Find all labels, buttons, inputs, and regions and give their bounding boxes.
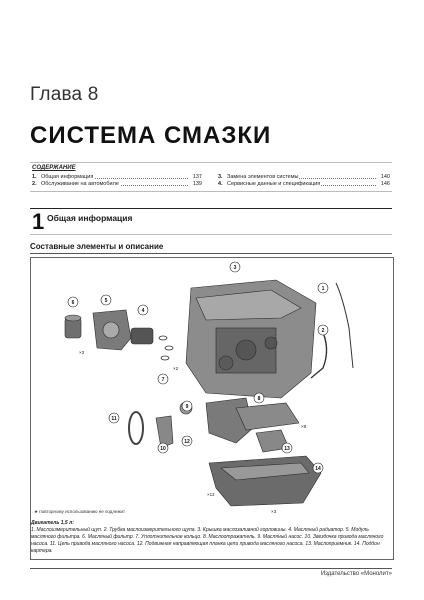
toc-item[interactable] [32, 181, 202, 188]
callout-1: 1 [321, 286, 325, 292]
oil-pan-drawing [209, 456, 321, 506]
toc-item-label: Замена элементов системы [227, 174, 299, 180]
callout-3: 3 [233, 265, 237, 271]
toc-item-label: Сервисные данные и спецификация [227, 181, 321, 187]
caption-text: 1. Маслоизмерительный щуп. 2. Трубка маслоизмерительного щупа. 3. Крышка маслозаливной горловины. 4. Масляный радиатор. 5. Модуль масляного фильтра. 6. Масляный фильтр. 7. Уплотнительное кольцо. 8. Маслоотражатель. 9. Масляный насос. 10. Звездочка привода масляного насоса. 11. Цепь привода масляного насоса. 12. Подвижная направляющая планка цепи привода масляного насоса. 13. Маслоприемник. 14. Поддон картера. [31, 527, 384, 554]
oil-filter-module-drawing [93, 310, 131, 350]
callout-7: 7 [161, 377, 165, 383]
fastener-count-label: ×3 [271, 509, 277, 514]
fastener-count-label: ×8 [301, 424, 307, 429]
toc-item-label: Обслуживание на автомобиле [41, 181, 119, 187]
table-of-contents [30, 162, 392, 192]
oil-cooler-drawing [131, 328, 153, 344]
toc-item-page: 140 [376, 174, 390, 181]
section-title: Общая информация [47, 213, 133, 223]
callout-6: 6 [71, 300, 75, 306]
toc-heading: СОДЕРЖАНИЕ [32, 165, 76, 171]
publisher-credit: Издательство «Монолит» [320, 571, 392, 577]
callout-9: 9 [185, 404, 189, 410]
toc-item[interactable] [218, 174, 390, 181]
toc-item-page: 137 [188, 174, 202, 181]
section-number: 1 [32, 209, 45, 234]
fastener-count-label: ×12 [207, 492, 215, 497]
footer-divider [30, 568, 392, 569]
toc-item-number: 2. [32, 181, 37, 187]
toc-item-page: 139 [188, 181, 202, 188]
fastener-count-label: ×3 [79, 350, 85, 355]
callout-14: 14 [315, 466, 321, 472]
callout-5: 5 [104, 298, 108, 304]
callout-4: 4 [141, 308, 145, 314]
toc-item[interactable] [218, 181, 390, 188]
toc-item-number: 4. [218, 181, 223, 187]
subsection-divider [30, 253, 392, 254]
caption-engine: Двигатель 1,5 л: [31, 520, 74, 526]
toc-item[interactable] [32, 174, 202, 181]
chapter-heading: Глава 8 [30, 84, 99, 105]
page-title: СИСТЕМА СМАЗКИ [30, 122, 272, 149]
callout-12: 12 [184, 439, 190, 445]
callout-10: 10 [160, 446, 166, 452]
toc-item-page: 146 [376, 181, 390, 188]
toc-item-number: 1. [32, 174, 37, 180]
toc-item-label: Общая информация [41, 174, 94, 180]
engine-block-drawing [186, 280, 316, 398]
reuse-note: ★ повторному использованию не подлежит [34, 509, 126, 514]
toc-item-number: 3. [218, 174, 223, 180]
fastener-count-label: ×2 [173, 366, 179, 371]
subsection-title: Составные элементы и описание [30, 242, 164, 251]
callout-13: 13 [284, 446, 290, 452]
o-rings-drawing [159, 336, 173, 360]
callout-8: 8 [257, 396, 261, 402]
baffle-drawing [236, 403, 299, 430]
callout-2: 2 [321, 328, 325, 334]
figure-caption [31, 520, 389, 555]
callout-11: 11 [111, 416, 117, 422]
oil-filter-drawing [65, 315, 81, 338]
chain-drawing [129, 412, 143, 444]
dipstick-drawing [311, 283, 353, 378]
